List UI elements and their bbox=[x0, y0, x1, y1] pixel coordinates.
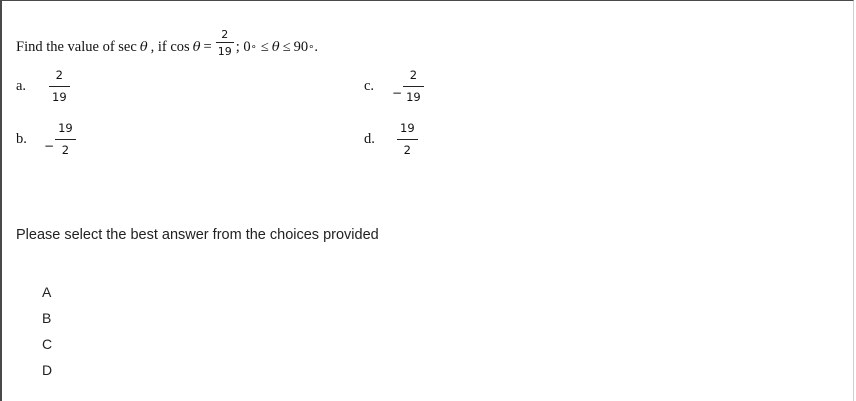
choice-b[interactable]: B bbox=[42, 310, 52, 326]
equals-sign: = bbox=[203, 38, 212, 55]
option-sign: − bbox=[392, 85, 403, 100]
leq-symbol: ≤ bbox=[282, 38, 291, 55]
option-a bbox=[16, 70, 70, 103]
theta-symbol: θ bbox=[271, 39, 280, 55]
question-end: . bbox=[314, 38, 319, 55]
option-letter: c. bbox=[364, 78, 375, 94]
option-c bbox=[364, 70, 424, 103]
option-numerator: 2 bbox=[409, 68, 418, 82]
degree-symbol: ∘ bbox=[250, 41, 257, 53]
choice-a[interactable]: A bbox=[42, 284, 52, 300]
option-denominator: 19 bbox=[52, 89, 67, 104]
question-text bbox=[16, 28, 319, 61]
option-b bbox=[16, 123, 76, 156]
degree-symbol: ∘ bbox=[308, 41, 315, 53]
option-numerator: 19 bbox=[58, 121, 73, 135]
option-denominator: 2 bbox=[61, 142, 70, 157]
cos-fraction bbox=[216, 29, 234, 57]
option-fraction bbox=[403, 70, 424, 103]
leq-symbol: ≤ bbox=[260, 38, 269, 55]
option-fraction bbox=[397, 123, 418, 156]
question-prefix: Find the value of sec bbox=[16, 38, 137, 55]
answer-prompt: Please select the best answer from the choices provided bbox=[16, 227, 379, 243]
option-letter: a. bbox=[16, 78, 27, 94]
fraction-numerator: 2 bbox=[221, 28, 229, 41]
option-fraction bbox=[49, 70, 70, 103]
choice-d[interactable]: D bbox=[42, 362, 53, 378]
option-letter: d. bbox=[364, 131, 375, 147]
choice-c[interactable]: C bbox=[42, 336, 53, 352]
option-fraction bbox=[55, 123, 76, 156]
option-numerator: 2 bbox=[55, 68, 63, 82]
theta-symbol: θ bbox=[192, 39, 201, 55]
question-mid: , if cos bbox=[150, 38, 190, 55]
range-upper: 90 bbox=[293, 38, 309, 55]
option-d bbox=[364, 123, 418, 156]
option-denominator: 2 bbox=[403, 142, 411, 157]
option-numerator: 19 bbox=[400, 121, 415, 135]
option-letter: b. bbox=[16, 131, 27, 147]
theta-symbol: θ bbox=[139, 39, 148, 55]
fraction-denominator: 19 bbox=[217, 45, 232, 58]
option-sign: − bbox=[44, 138, 55, 153]
answer-choices bbox=[42, 284, 52, 388]
option-denominator: 19 bbox=[406, 89, 421, 104]
range-lower: ; 0 bbox=[235, 38, 251, 55]
